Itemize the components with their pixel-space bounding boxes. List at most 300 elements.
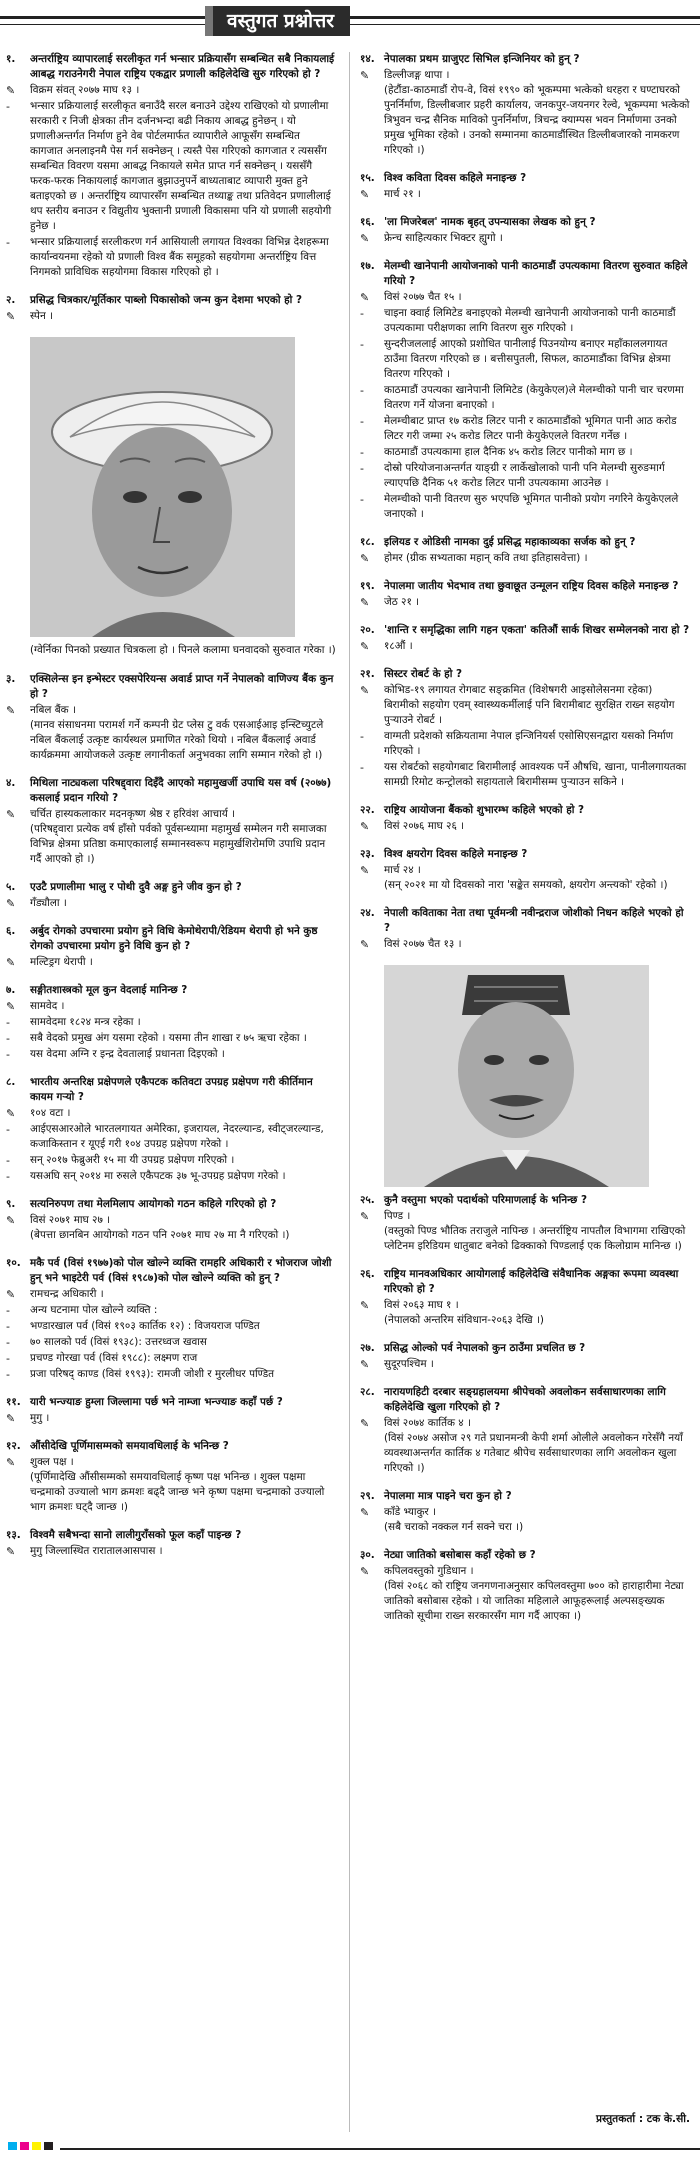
question-item <box>6 1439 336 1515</box>
question-item <box>6 1395 336 1426</box>
question-number: १३. <box>6 1529 21 1541</box>
bullet-dash-icon: - <box>360 307 364 320</box>
answer-text: होमर (ग्रीक सभ्यताका महान् कवि तथा इतिहासवेत्ता) । <box>384 552 588 564</box>
answer-line <box>6 99 336 234</box>
question-text: नेपालमा जातीय भेदभाव तथा छुवाछूत उन्मूलन राष्ट्रिय दिवस कहिले मनाइन्छ ? <box>384 580 679 592</box>
question-number: २८. <box>360 1386 375 1398</box>
question-text: नेपाली कविताका नेता तथा पूर्वमन्त्री नवीन्द्रराज जोशीको निधन कहिले भएको हो ? <box>384 907 684 934</box>
answer-line <box>360 683 690 728</box>
bullet-dash-icon: - <box>6 1336 10 1349</box>
answer-line <box>6 1015 336 1030</box>
question-heading <box>6 672 336 702</box>
answer-line <box>360 863 690 878</box>
answer-text: १०४ वटा । <box>30 1107 71 1119</box>
answer-pencil-icon: ✎ <box>360 188 370 201</box>
question-item <box>360 535 690 566</box>
question-heading <box>360 52 690 67</box>
answer-pencil-icon: ✎ <box>6 84 16 97</box>
answer-line <box>6 1411 336 1426</box>
question-item <box>6 880 336 911</box>
question-number: २६. <box>360 1268 375 1280</box>
question-number: ३०. <box>360 1549 375 1561</box>
answer-pencil-icon: ✎ <box>6 704 16 717</box>
answer-text: विसं २०७७ चैत १३ । <box>384 938 462 950</box>
bullet-dash-icon: - <box>360 446 364 459</box>
answer-line <box>6 1335 336 1350</box>
answer-text: वाग्मती प्रदेशको सक्रियतामा नेपाल इन्जिनियर्स एसोसिएसनद्वारा यसको निर्माण गरिएको । <box>384 730 674 757</box>
answer-line <box>6 1047 336 1062</box>
answer-line <box>6 807 336 822</box>
right-questions-bottom <box>360 1193 690 1624</box>
answer-pencil-icon: ✎ <box>360 1506 370 1519</box>
question-text: नारायणहिटी दरबार सङ्ग्रहालयमा श्रीपेचको अवलोकन सर्वसाधारणका लागि कहिलेदेखि खुला गरिएको हो ? <box>384 1386 666 1413</box>
question-heading <box>360 1489 690 1504</box>
question-item <box>360 171 690 202</box>
question-text: 'शान्ति र समृद्धिका लागि गहन एकता' कतिऔं सार्क शिखर सम्मेलनको नारा हो ? <box>384 624 690 636</box>
question-heading <box>360 535 690 550</box>
bullet-dash-icon: - <box>360 462 364 475</box>
question-item <box>360 1385 690 1476</box>
question-heading <box>6 924 336 954</box>
answer-line <box>360 306 690 336</box>
question-item <box>360 803 690 834</box>
question-heading <box>360 1341 690 1356</box>
question-text: नेट्या जातिको बसोबास कहाँ रहेको छ ? <box>384 1549 536 1561</box>
answer-text: यस वेदमा अग्नि र इन्द्र देवतालाई प्रधानता दिइएको । <box>30 1048 225 1060</box>
question-item <box>6 52 336 280</box>
answer-pencil-icon: ✎ <box>360 684 370 697</box>
answer-text: रामचन्द्र अधिकारी । <box>30 1288 104 1300</box>
question-text: सिस्टर रोबर्ट के हो ? <box>384 668 463 680</box>
question-number: १४. <box>360 53 375 65</box>
answer-line <box>360 760 690 790</box>
answer-text: मुगु । <box>30 1412 50 1424</box>
page-header <box>0 0 700 44</box>
portrait-illustration <box>384 965 649 1187</box>
question-item <box>360 1341 690 1372</box>
answer-pencil-icon: ✎ <box>360 232 370 245</box>
question-heading <box>360 579 690 594</box>
answer-line <box>360 819 690 834</box>
bullet-dash-icon: - <box>6 1170 10 1183</box>
question-text: राष्ट्रिय मानवअधिकार आयोगलाई कहिलेदेखि संवैधानिक अङ्गका रूपमा व्यवस्था गरिएको हो ? <box>384 1268 679 1295</box>
question-item <box>360 52 690 158</box>
question-item <box>6 1256 336 1382</box>
header-rule-thin <box>0 24 700 25</box>
answer-pencil-icon: ✎ <box>6 956 16 969</box>
question-text: मकै पर्व (विसं १९७७)को पोल खोल्ने व्यक्ति रामहरि अधिकारी र भोजराज जोशी हुन् भने भाइटेरी पर्व (विसं १९८७)को पोल खोल्ने व्यक्ति को हुन् ? <box>30 1257 332 1284</box>
header-rule <box>0 16 700 19</box>
question-number: ७. <box>6 984 16 996</box>
answer-text: काठमाडौं उपत्यकामा हाल दैनिक ४५ करोड लिटर पानीको माग छ । <box>384 446 633 458</box>
answer-text: यस रोबर्टको सहयोगबाट बिरामीलाई आवश्यक पर्ने औषधि, खाना, पानीलगायतका सामग्री रिमोट कन्ट्रोलको सहायताले बिरामीसम्म पुऱ्याउन सकिने । <box>384 761 687 788</box>
answer-text: प्रजा परिषद् काण्ड (विसं १९९३): रामजी जोशी र मुरलीधर पण्डित <box>30 1368 275 1380</box>
answer-line <box>6 1351 336 1366</box>
answer-line <box>6 1303 336 1318</box>
answer-text: चाइना क्वार्ह लिमिटेड बनाइएको मेलम्ची खानेपानी आयोजनाको पानी काठमाडौं उपत्यकामा परीक्षणका लागि वितरण सुरु गरिएको । <box>384 307 676 334</box>
answer-note: (हेटौंडा-काठमाडौं रोप-वे, विसं १९९० को भूकम्पमा भत्केको धरहरा र घण्टाघरको पुनर्निर्माण, डिल्लीबजार प्रहरी कार्यालय, जनकपुर-जयनगर रेल्वे, भूकम्पमा भत्केको त्रिभुवन चन्द्र सैनिक माविको पुनर्निर्माण, त्रिचन्द्र क्याम्पस भवन निर्माणमा उनको प्रमुख भूमिका रहेको । उनको सम्मानमा काठमाडौंस्थित डिल्लीबजारको नामकरण गरिएको ।) <box>384 84 690 156</box>
author-credit: प्रस्तुतकर्ता : टक के.सी. <box>595 2113 690 2125</box>
bullet-dash-icon: - <box>360 730 364 743</box>
answer-text: भन्सार प्रक्रियालाई सरलीकृत बनाउँदै सरल बनाउने उद्देश्य राखिएको यो प्रणालीमा सरकारी र निजी क्षेत्रका तीन दर्जनभन्दा बढी निकाय आबद्ध हुनेछन् । यो प्रणालीअन्तर्गत निर्माण हुने वेब पोर्टलमार्फत व्यापारीले आफूसँग सम्बन्धित कागजात अनलाइनमै पेस गर्न सक्नेछन् । त्यस्तै पेस गरिएको कागजात र त्यससँग सम्बन्धित विवरण यसमा आबद्ध निकायले समेत प्राप्त गर्न सक्नेछन् । यससँगै फरक-फरक निकायलाई कागजात बुझाउनुपर्ने बाध्यताबाट व्यापारी मुक्त हुने बताइएको छ । अन्तर्राष्ट्रिय व्यापारसँग सम्बन्धित तथ्याङ्क तथा प्रतिवेदन प्रणालीलाई थप स्तरीय बनाउन र विद्युतीय भुक्तानी प्रणाली विकासमा पनि यो प्रणाली सहयोगी हुनेछ । <box>30 100 332 232</box>
question-text: विश्व कविता दिवस कहिले मनाइन्छ ? <box>384 172 527 184</box>
answer-text: मेलम्चीको पानी वितरण सुरु भएपछि भूमिगत पानीको प्रयोग नगरिने केयुकेएलले जनाएको । <box>384 493 679 520</box>
answer-pencil-icon: ✎ <box>6 1107 16 1120</box>
answer-line <box>360 492 690 522</box>
answer-text: काठमाडौं उपत्यका खानेपानी लिमिटेड (केयुकेएल)ले मेलम्चीको पानी चार चरणमा वितरण गर्ने योजना बनाएको । <box>384 384 684 411</box>
answer-line <box>6 1169 336 1184</box>
answer-line <box>6 703 336 718</box>
answer-text: फ्रेन्च साहित्यकार भिक्टर ह्युगो । <box>384 232 503 244</box>
answer-note: (वस्तुको पिण्ड भौतिक तराजुले नापिन्छ । अन्तर्राष्ट्रिय नापतौल विभागमा राखिएको प्लेटिनम इरिडियम धातुबाट बनेको ढिक्काको पिण्डलाई एक किलोग्राम मानिन्छ ।) <box>384 1225 686 1252</box>
portrait-illustration <box>30 337 295 637</box>
answer-text: सामवेदमा १८२४ मन्त्र रहेका । <box>30 1016 141 1028</box>
answer-text: विक्रम संवत् २०७७ माघ १३ । <box>30 84 140 96</box>
answer-text: काँडे भ्याकुर । <box>384 1506 437 1518</box>
bullet-dash-icon: - <box>6 1368 10 1381</box>
question-text: 'ला मिजरेबल' नामक बृहत् उपन्यासका लेखक को हुन् ? <box>384 216 596 228</box>
answer-text: मार्च २१ । <box>384 188 421 200</box>
answer-line <box>6 1544 336 1559</box>
question-number: १९. <box>360 580 375 592</box>
question-number: २७. <box>360 1342 375 1354</box>
answer-text: कोभिड-१९ लगायत रोगबाट सङ्क्रमित (विशेषगरी आइसोलेसनमा रहेका) बिरामीको सहयोग एवम् स्वास्थ्यकर्मीलाई पनि बिरामीबाट सुरक्षित राख्न सहयोग पुऱ्याउने रोबर्ट । <box>384 684 675 726</box>
question-heading <box>6 1075 336 1105</box>
question-item <box>360 1267 690 1328</box>
answer-line <box>360 383 690 413</box>
question-text: नेपालका प्रथम ग्राजुएट सिभिल इन्जिनियर को हुन् ? <box>384 53 580 65</box>
answer-pencil-icon: ✎ <box>360 864 370 877</box>
question-number: ४. <box>6 777 16 789</box>
answer-text: कपिलवस्तुको गुडिधान । <box>384 1565 474 1577</box>
question-number: ११. <box>6 1396 21 1408</box>
answer-line <box>6 1122 336 1152</box>
question-item <box>360 1193 690 1254</box>
question-number: २. <box>6 294 16 306</box>
answer-line <box>360 639 690 654</box>
answer-pencil-icon: ✎ <box>360 291 370 304</box>
question-item <box>6 1528 336 1559</box>
question-item <box>360 847 690 893</box>
answer-line <box>360 937 690 952</box>
answer-pencil-icon: ✎ <box>6 808 16 821</box>
question-heading <box>360 623 690 638</box>
answer-pencil-icon: ✎ <box>6 897 16 910</box>
answer-text: स्पेन । <box>30 310 53 322</box>
question-text: विश्वमै सबैभन्दा सानो लालीगुराँसको फूल कहाँ पाइन्छ ? <box>30 1529 242 1541</box>
bullet-dash-icon: - <box>6 1304 10 1317</box>
left-questions-top <box>6 52 336 324</box>
question-heading <box>6 1439 336 1454</box>
answer-line <box>360 1298 690 1313</box>
bullet-dash-icon: - <box>6 1123 10 1136</box>
answer-line <box>360 461 690 491</box>
answer-text: प्रचण्ड गोरखा पर्व (विसं १९८८): लक्ष्मण राज <box>30 1352 198 1364</box>
question-text: प्रसिद्ध चित्रकार/मूर्तिकार पाब्लो पिकासोको जन्म कुन देशमा भएको हो ? <box>30 294 302 306</box>
answer-text: नबिल बैंक । <box>30 704 76 716</box>
answer-text: शुक्ल पक्ष । <box>30 1456 74 1468</box>
answer-text: चर्चित हास्यकलाकार मदनकृष्ण श्रेष्ठ र हरिवंश आचार्य । <box>30 808 236 820</box>
question-item <box>360 1548 690 1624</box>
answer-line <box>6 1031 336 1046</box>
bullet-dash-icon: - <box>6 1352 10 1365</box>
footer-rule <box>60 2148 700 2150</box>
answer-text: सन् २०१७ फेब्रुअरी १५ मा यी उपग्रह प्रक्षेपण गरिएको । <box>30 1154 235 1166</box>
answer-pencil-icon: ✎ <box>360 640 370 653</box>
answer-line <box>6 1213 336 1228</box>
answer-text: ७० सालको पर्व (विसं १९३८): उत्तरध्वज खवास <box>30 1336 207 1348</box>
question-number: २३. <box>360 848 375 860</box>
bullet-dash-icon: - <box>6 1032 10 1045</box>
question-text: औंसीदेखि पूर्णिमासम्मको समयावधिलाई के भनिन्छ ? <box>30 1440 229 1452</box>
answer-text: १८औं । <box>384 640 413 652</box>
question-heading <box>360 667 690 682</box>
answer-line <box>360 68 690 83</box>
question-number: १. <box>6 53 16 65</box>
question-number: २१. <box>360 668 375 680</box>
answer-line <box>6 1319 336 1334</box>
question-heading <box>360 215 690 230</box>
answer-text: विसं २०६३ माघ १ । <box>384 1299 459 1311</box>
question-heading <box>360 1385 690 1415</box>
left-column <box>6 52 336 2132</box>
question-heading <box>6 293 336 308</box>
answer-line <box>6 1153 336 1168</box>
answer-text: सुदूरपश्चिम । <box>384 1358 434 1370</box>
question-item <box>360 906 690 952</box>
answer-note: (विसं २०६८ को राष्ट्रिय जनगणनाअनुसार कपिलवस्तुमा ७०० को हाराहारीमा नेट्या जातिको बसोबास रहेको । यो जातिका महिलाले आफूहरूलाई अल्पसङ्ख्यक जातिको सूचीमा राख्न सरकारसँग माग गर्दै आएका ।) <box>384 1580 684 1622</box>
answer-pencil-icon: ✎ <box>6 1000 16 1013</box>
answer-pencil-icon: ✎ <box>360 1358 370 1371</box>
question-text: नेपालमा मात्र पाइने चरा कुन हो ? <box>384 1490 512 1502</box>
answer-line <box>360 729 690 759</box>
answer-text: विसं २०७१ माघ २७ । <box>30 1214 111 1226</box>
answer-pencil-icon: ✎ <box>360 1565 370 1578</box>
answer-text: डिल्लीजङ्ग थापा । <box>384 69 450 81</box>
question-text: प्रसिद्ध ओल्को पर्व नेपालको कुन ठाउँमा प्रचलित छ ? <box>384 1342 586 1354</box>
answer-text: मार्च २४ । <box>384 864 421 876</box>
page-title: वस्तुगत प्रश्नोत्तर <box>205 6 350 36</box>
answer-pencil-icon: ✎ <box>360 552 370 565</box>
column-divider <box>349 52 350 2132</box>
answer-line <box>6 1287 336 1302</box>
answer-text: विसं २०७४ कार्तिक ४ । <box>384 1417 471 1429</box>
question-heading <box>360 803 690 818</box>
answer-note: (पूर्णिमादेखि औंसीसम्मको समयावधिलाई कृष्ण पक्ष भनिन्छ । शुक्ल पक्षमा चन्द्रमाको उज्यालो भाग क्रमशः बढ्दै जान्छ भने कृष्ण पक्षमा चन्द्रमाको उज्यालो भाग क्रमशः घट्दै जान्छ ।) <box>30 1471 325 1513</box>
question-text: मेलम्ची खानेपानी आयोजनाको पानी काठमाडौं उपत्यकामा वितरण सुरुवात कहिले गरियो ? <box>384 260 688 287</box>
answer-note: (विसं २०७४ असोज २९ गते प्रधानमन्त्री केपी शर्मा ओलीले अवलोकन गरेसँगै नयाँ व्यवस्थाअन्तर्गत कार्तिक ४ गतेबाट श्रीपेच सर्वसाधारणका लागि अवलोकन खुला गरिएको ।) <box>384 1432 683 1474</box>
magenta-swatch <box>20 2142 29 2150</box>
right-column <box>360 52 690 2132</box>
question-item <box>6 1197 336 1243</box>
answer-line <box>360 414 690 444</box>
question-text: एक्सिलेन्स इन इन्भेस्टर एक्सपेरियन्स अवार्ड प्राप्त गर्ने नेपालको वाणिज्य बैंक कुन हो ? <box>30 673 334 700</box>
question-text: मिथिला नाट्यकला परिषद्द्वारा दिइँदै आएको महामुखर्जी उपाधि यस वर्ष (२०७७) कसलाई प्रदान गरियो ? <box>30 777 332 804</box>
question-item <box>360 215 690 246</box>
answer-text: भण्डारखाल पर्व (विसं १९०३ कार्तिक १२) : विजयराज पण्डित <box>30 1320 260 1332</box>
answer-text: आईएसआरओले भारतलगायत अमेरिका, इजरायल, नेदरल्यान्ड, स्वीट्जरल्यान्ड, कजाकिस्तान र यूएई गरी १०४ उपग्रह प्रक्षेपण गरेको । <box>30 1123 324 1150</box>
question-item <box>360 259 690 522</box>
answer-text: पिण्ड । <box>384 1210 411 1222</box>
answer-pencil-icon: ✎ <box>6 1412 16 1425</box>
bullet-dash-icon: - <box>6 236 10 249</box>
question-heading <box>6 52 336 82</box>
question-item <box>360 623 690 654</box>
answer-pencil-icon: ✎ <box>360 938 370 951</box>
answer-text: सुन्दरीजललाई आएको प्रशोधित पानीलाई पिउनयोग्य बनाएर महाँकाललगायत ठाउँमा वितरण गरिएको छ । बत्तीसपुतली, सिफल, काठमाडौंका विभिन्न क्षेत्रमा वितरण गरिएको । <box>384 338 671 380</box>
naveendra-joshi-photo <box>384 965 649 1187</box>
answer-line <box>6 309 336 324</box>
answer-text: गँड्यौला । <box>30 897 67 909</box>
bullet-dash-icon: - <box>360 415 364 428</box>
question-item <box>360 1489 690 1535</box>
question-text: सत्यनिरुपण तथा मेलमिलाप आयोगको गठन कहिले गरिएको हो ? <box>30 1198 277 1210</box>
answer-line <box>6 999 336 1014</box>
left-questions-bottom <box>6 672 336 1559</box>
question-number: २५. <box>360 1194 375 1206</box>
question-number: २४. <box>360 907 375 919</box>
answer-pencil-icon: ✎ <box>360 69 370 82</box>
question-heading <box>6 776 336 806</box>
yellow-swatch <box>32 2142 41 2150</box>
answer-text: मल्टिड्रग थेरापी । <box>30 956 93 968</box>
question-number: १७. <box>360 260 375 272</box>
question-number: २०. <box>360 624 375 636</box>
question-heading <box>360 906 690 936</box>
answer-line <box>6 1367 336 1382</box>
question-number: १८. <box>360 536 375 548</box>
answer-pencil-icon: ✎ <box>6 1288 16 1301</box>
bullet-dash-icon: - <box>360 338 364 351</box>
answer-text: यसअघि सन् २०१४ मा रुसले एकैपटक ३७ भू-उपग्रह प्रक्षेपण गरेको । <box>30 1170 286 1182</box>
question-item <box>6 776 336 867</box>
answer-text: दोस्रो परियोजनाअन्तर्गत याङ्ग्री र लार्केखोलाको पानी पनि मेलम्ची सुरुङमार्ग ल्याएपछि दैनिक ५१ करोड लिटर पानी उपत्यकामा आउनेछ । <box>384 462 665 489</box>
answer-line <box>6 83 336 98</box>
answer-line <box>6 955 336 970</box>
question-number: ३. <box>6 673 16 685</box>
bullet-dash-icon: - <box>6 1154 10 1167</box>
answer-text: सामवेद । <box>30 1000 65 1012</box>
answer-pencil-icon: ✎ <box>360 1417 370 1430</box>
question-heading <box>6 1395 336 1410</box>
answer-line <box>360 1416 690 1431</box>
answer-line <box>6 896 336 911</box>
answer-line <box>360 337 690 382</box>
answer-text: मेलम्चीबाट प्राप्त १७ करोड लिटर पानी र काठमाडौंको भूमिगत पानी आठ करोड लिटर गरी जम्मा २५ करोड लिटर पानी केयुकेएलले वितरण गर्नेछ । <box>384 415 677 442</box>
question-number: १०. <box>6 1257 21 1269</box>
answer-line <box>360 1209 690 1224</box>
question-number: १२. <box>6 1440 21 1452</box>
answer-line <box>6 1106 336 1121</box>
question-heading <box>360 1548 690 1563</box>
question-number: २९. <box>360 1490 375 1502</box>
answer-text: विसं २०७६ माघ २६ । <box>384 820 465 832</box>
question-item <box>6 1075 336 1184</box>
answer-line <box>360 595 690 610</box>
answer-line <box>360 1564 690 1579</box>
question-text: सङ्गीतशास्त्रको मूल कुन वेदलाई मानिन्छ ? <box>30 984 188 996</box>
question-heading <box>360 847 690 862</box>
answer-line <box>360 551 690 566</box>
question-heading <box>360 259 690 289</box>
answer-pencil-icon: ✎ <box>6 310 16 323</box>
question-text: कुनै वस्तुमा भएको पदार्थको परिमाणलाई के भनिन्छ ? <box>384 1194 587 1206</box>
bullet-dash-icon: - <box>6 1048 10 1061</box>
answer-line <box>6 1455 336 1470</box>
answer-pencil-icon: ✎ <box>6 1456 16 1469</box>
question-item <box>360 579 690 610</box>
answer-note: (सबै चराको नक्कल गर्न सक्ने चरा ।) <box>384 1521 524 1533</box>
question-item <box>360 667 690 790</box>
right-questions-top <box>360 52 690 952</box>
answer-line <box>6 235 336 280</box>
answer-pencil-icon: ✎ <box>360 1210 370 1223</box>
answer-note: (सन् २०२१ मा यो दिवसको नारा 'सङ्केत समयको, क्षयरोग अन्त्यको' रहेको ।) <box>384 879 668 891</box>
question-heading <box>6 1197 336 1212</box>
answer-line <box>360 1357 690 1372</box>
answer-text: मुगु जिल्लास्थित रारातालआसपास । <box>30 1545 163 1557</box>
answer-pencil-icon: ✎ <box>6 1545 16 1558</box>
question-number: २२. <box>360 804 375 816</box>
question-heading <box>6 1528 336 1543</box>
cyan-swatch <box>8 2142 17 2150</box>
bullet-dash-icon: - <box>360 761 364 774</box>
question-text: भारतीय अन्तरिक्ष प्रक्षेपणले एकैपटक कतिवटा उपग्रह प्रक्षेपण गरी कीर्तिमान कायम गऱ्यो ? <box>30 1076 313 1103</box>
answer-text: जेठ २१ । <box>384 596 420 608</box>
question-text: यारी भन्ज्याङ हुम्ला जिल्लामा पर्छ भने नाम्जा भन्ज्याङ कहाँ पर्छ ? <box>30 1396 283 1408</box>
question-number: ९. <box>6 1198 16 1210</box>
answer-line <box>360 290 690 305</box>
bullet-dash-icon: - <box>6 1016 10 1029</box>
question-number: ८. <box>6 1076 16 1088</box>
print-registration-bar <box>0 2142 700 2152</box>
answer-text: भन्सार प्रक्रियालाई सरलीकरण गर्न आसियाली लगायत विश्वका विभिन्न देशहरूमा कार्यान्वयनमा रहेको यो प्रणाली विश्व बैंक समूहको सहयोगमा अन्तर्राष्ट्रिय वित्त निगमको प्राविधिक सहयोगमा विकास गरिएको हो । <box>30 236 329 278</box>
question-heading <box>360 171 690 186</box>
question-text: एउटै प्रणालीमा भालु र पोथी दुवै अङ्ग हुने जीव कुन हो ? <box>30 881 242 893</box>
question-number: ६. <box>6 925 16 937</box>
question-heading <box>6 983 336 998</box>
photo-caption: (ग्वेर्निका पिनको प्रख्यात चित्रकला हो । पिनले कलामा घनवादको सुरुवात गरेका ।) <box>30 644 336 656</box>
question-heading <box>6 880 336 895</box>
answer-line <box>360 187 690 202</box>
bullet-dash-icon: - <box>6 1320 10 1333</box>
question-number: ५. <box>6 881 16 893</box>
question-text: इलियड र ओडिसी नामका दुई प्रसिद्ध महाकाव्यका सर्जक को हुन् ? <box>384 536 636 548</box>
question-text: राष्ट्रिय आयोजना बैंकको शुभारम्भ कहिले भएको हो ? <box>384 804 585 816</box>
answer-pencil-icon: ✎ <box>360 596 370 609</box>
question-heading <box>360 1267 690 1297</box>
question-item <box>6 672 336 763</box>
bullet-dash-icon: - <box>6 100 10 113</box>
answer-pencil-icon: ✎ <box>360 1299 370 1312</box>
answer-text: सबै वेदको प्रमुख अंग यसमा रहेको । यसमा तीन शाखा र ७५ ऋचा रहेका । <box>30 1032 307 1044</box>
question-heading <box>360 1193 690 1208</box>
question-item <box>6 983 336 1062</box>
question-heading <box>6 1256 336 1286</box>
answer-note: (बेपत्ता छानबिन आयोगको गठन पनि २०७१ माघ २७ मा नै गरिएको ।) <box>30 1229 290 1241</box>
answer-text: अन्य घटनामा पोल खोल्ने व्यक्ति : <box>30 1304 158 1316</box>
black-swatch <box>44 2142 53 2150</box>
picasso-photo <box>30 337 295 637</box>
bullet-dash-icon: - <box>360 384 364 397</box>
answer-pencil-icon: ✎ <box>6 1214 16 1227</box>
question-item <box>6 293 336 324</box>
question-number: १६. <box>360 216 375 228</box>
bullet-dash-icon: - <box>360 493 364 506</box>
question-text: अन्तर्राष्ट्रिय व्यापारलाई सरलीकृत गर्न भन्सार प्रक्रियासँग सम्बन्धित सबै निकायलाई आबद्ध गराउनेगरी नेपाल राष्ट्रिय एकद्वार प्रणाली कहिलेदेखि सुरु गरिएको हो ? <box>30 53 335 80</box>
question-number: १५. <box>360 172 375 184</box>
answer-text: विसं २०७७ चैत १५ । <box>384 291 462 303</box>
